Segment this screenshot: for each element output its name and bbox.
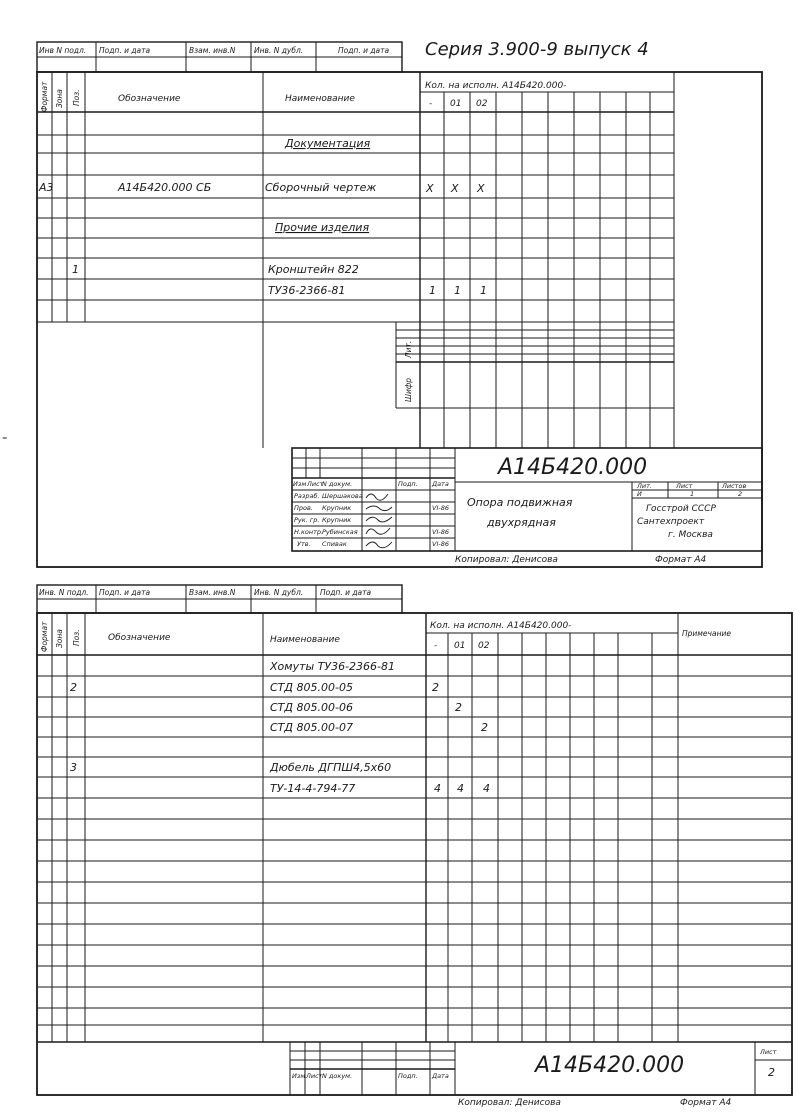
- row-qty-var-dash: 2: [432, 681, 439, 694]
- tb-sheet-value: 2: [768, 1066, 775, 1079]
- tb-sheet-label: Лист: [760, 1048, 777, 1056]
- row-format: А3: [39, 181, 54, 194]
- col-header-var-02: 02: [476, 99, 488, 109]
- col-header-var-dash: -: [434, 641, 438, 651]
- tb-head-list: Лист: [306, 1072, 323, 1080]
- tb-person: Крупник: [322, 504, 352, 512]
- tb-role: Н.контр.: [294, 528, 324, 536]
- org-line2: Сантехпроект: [637, 517, 705, 527]
- row-name: Кронштейн 822: [268, 263, 359, 276]
- tb-date: VI-86: [432, 528, 449, 536]
- tb-sheets-label: Листов: [722, 482, 747, 490]
- sheet1-row-tu: [268, 284, 487, 297]
- doc-title-line2: двухрядная: [487, 516, 556, 529]
- tb-date: VI-86: [432, 540, 449, 548]
- sheet2-row: [270, 782, 490, 795]
- tb-head-podp: Подп.: [398, 1072, 418, 1080]
- row-name: ТУ-14-4-794-77: [270, 782, 356, 795]
- format-label: Формат А4: [680, 1098, 732, 1108]
- row-qty-var-02: 2: [481, 721, 488, 734]
- tb-head-n-dokum: N докум.: [322, 480, 353, 488]
- row-pos: 3: [70, 761, 77, 774]
- row-pos: 1: [72, 263, 79, 276]
- tb-sheet-label: Лист: [676, 482, 693, 490]
- tb-head-izm: Изм: [292, 1072, 306, 1080]
- copied-by: Копировал: Денисова: [455, 555, 558, 565]
- tb-date: VI-86: [432, 504, 449, 512]
- section-heading: Прочие изделия: [275, 221, 370, 234]
- side-label-lit: Лит.: [404, 340, 413, 358]
- sheet1-title-block: [292, 448, 762, 551]
- col-header-var-01: 01: [454, 641, 466, 651]
- tb-person: Рубинская: [322, 528, 358, 536]
- row-pos: 2: [70, 681, 77, 694]
- signature-scribble: [366, 517, 392, 522]
- row-name: СТД 805.00-07: [270, 721, 353, 734]
- sheet-1: [37, 39, 762, 567]
- tb-head-izm: Изм: [293, 480, 307, 488]
- signature-scribble: [366, 494, 388, 500]
- col-header-pos: Поз.: [72, 629, 81, 646]
- stamp-label-inv-dubl: Инв. N дубл.: [254, 588, 304, 597]
- sheet1-row-assembly: [38, 181, 485, 195]
- stamp-label-vzam-inv: Взам. инв.N: [189, 46, 236, 55]
- edge-mark: =: [2, 434, 8, 442]
- row-name: Хомуты ТУ36-2366-81: [270, 660, 396, 673]
- col-header-designation: Обозначение: [108, 633, 171, 643]
- col-header-note: Примечание: [682, 629, 731, 638]
- tb-head-n-dokum: N докум.: [322, 1072, 353, 1080]
- stamp-label-inv-dubl: Инв. N дубл.: [254, 46, 304, 55]
- col-header-zone: Зона: [55, 629, 64, 648]
- sheet1-row-documentation: [284, 137, 371, 150]
- sheet2-frame: [37, 613, 792, 1095]
- tb-lit-value: И: [637, 490, 642, 498]
- sheet1-row-bracket: [72, 263, 359, 276]
- tb-sheets-value: 2: [738, 490, 743, 498]
- col-header-designation: Обозначение: [118, 94, 181, 104]
- tb-person: Спивак: [322, 540, 347, 548]
- sheet-2: [37, 585, 792, 1108]
- sheet2-table-grid: [37, 613, 792, 1042]
- signature-scribble: [366, 542, 392, 548]
- row-name: ТУ36-2366-81: [268, 284, 346, 297]
- sheet1-stamp-strip: [37, 42, 402, 72]
- col-header-zone: Зона: [55, 89, 64, 108]
- row-qty-var-01: 2: [455, 701, 462, 714]
- sheet2-row: [269, 660, 395, 673]
- tb-person: Шершакова: [322, 492, 363, 500]
- tb-role: Пров.: [294, 504, 313, 512]
- doc-title-line1: Опора подвижная: [467, 496, 573, 509]
- col-header-var-01: 01: [450, 99, 462, 109]
- stamp-label-inv-podl: Инв N подл.: [39, 46, 87, 55]
- tb-role: Утв.: [297, 540, 311, 548]
- sheet2-row: [270, 701, 462, 714]
- tb-head-list: Лист: [307, 480, 324, 488]
- col-header-var-02: 02: [478, 641, 490, 651]
- sheet1-row-other-items: [275, 221, 369, 234]
- series-note: Серия 3.900-9 выпуск 4: [425, 39, 649, 60]
- tb-role: Разраб.: [294, 492, 320, 500]
- copied-by: Копировал: Денисова: [458, 1098, 561, 1108]
- stamp-label-inv-podl: Инв. N подл.: [39, 588, 89, 597]
- stamp-label-podp-data-2: Подп. и дата: [320, 588, 372, 597]
- sheet1-frame: [37, 72, 762, 567]
- signature-scribble: [366, 528, 390, 534]
- col-header-qty-title: Кол. на исполн. А14Б420.000-: [430, 621, 572, 631]
- stamp-label-podp-data-2: Подп. и дата: [338, 46, 390, 55]
- sheet2-row: [70, 761, 391, 774]
- row-qty-var-01: 1: [454, 284, 461, 297]
- doc-number: А14Б420.000: [498, 455, 648, 480]
- row-name: Дюбель ДГПШ4,5х60: [270, 761, 392, 774]
- row-qty-var-01: X: [451, 182, 459, 195]
- col-header-name: Наименование: [285, 94, 355, 104]
- format-label: Формат А4: [655, 555, 707, 565]
- signature-scribble: [366, 506, 392, 511]
- sheet2-row: [70, 681, 439, 694]
- tb-sheet-value: 1: [690, 490, 695, 498]
- row-name: СТД 805.00-06: [270, 701, 353, 714]
- row-qty-var-dash: 1: [429, 284, 436, 297]
- row-qty-var-dash: 4: [434, 782, 441, 795]
- tb-head-data: Дата: [432, 480, 449, 488]
- sheet1-table-grid: [37, 72, 674, 448]
- sheet2-row: [270, 721, 488, 734]
- stamp-label-podp-data: Подп. и дата: [99, 46, 151, 55]
- col-header-qty-title: Кол. на исполн. А14Б420.000-: [425, 81, 567, 91]
- doc-number: А14Б420.000: [535, 1053, 685, 1078]
- row-qty-var-02: 1: [480, 284, 487, 297]
- tb-lit-label: Лит.: [637, 482, 652, 490]
- stamp-label-podp-data: Подп. и дата: [99, 588, 151, 597]
- row-qty-var-02: 4: [483, 782, 490, 795]
- side-label-shifr: Шифр: [404, 377, 413, 402]
- row-name: СТД 805.00-05: [270, 681, 353, 694]
- tb-head-podp: Подп.: [398, 480, 418, 488]
- sheet2-stamp-strip: [37, 585, 402, 613]
- row-qty-var-dash: X: [426, 182, 434, 195]
- col-header-name: Наименование: [270, 635, 340, 645]
- col-header-format: Формат: [40, 621, 49, 652]
- tb-head-data: Дата: [432, 1072, 449, 1080]
- org-line1: Госстрой СССР: [646, 504, 716, 514]
- row-qty-var-02: X: [477, 182, 485, 195]
- sheet2-title-block: [290, 1042, 792, 1095]
- col-header-var-dash: -: [429, 99, 433, 109]
- col-header-pos: Поз.: [72, 89, 81, 106]
- col-header-format: Формат: [40, 81, 49, 112]
- row-designation: А14Б420.000 СБ: [118, 181, 212, 194]
- org-line3: г. Москва: [668, 530, 713, 540]
- row-qty-var-01: 4: [457, 782, 464, 795]
- stamp-label-vzam-inv: Взам. инв.N: [189, 588, 236, 597]
- section-heading: Документация: [285, 137, 371, 150]
- tb-person: Крупник: [322, 516, 352, 524]
- row-name: Сборочный чертеж: [265, 181, 377, 194]
- tb-role: Рук. гр.: [294, 516, 320, 524]
